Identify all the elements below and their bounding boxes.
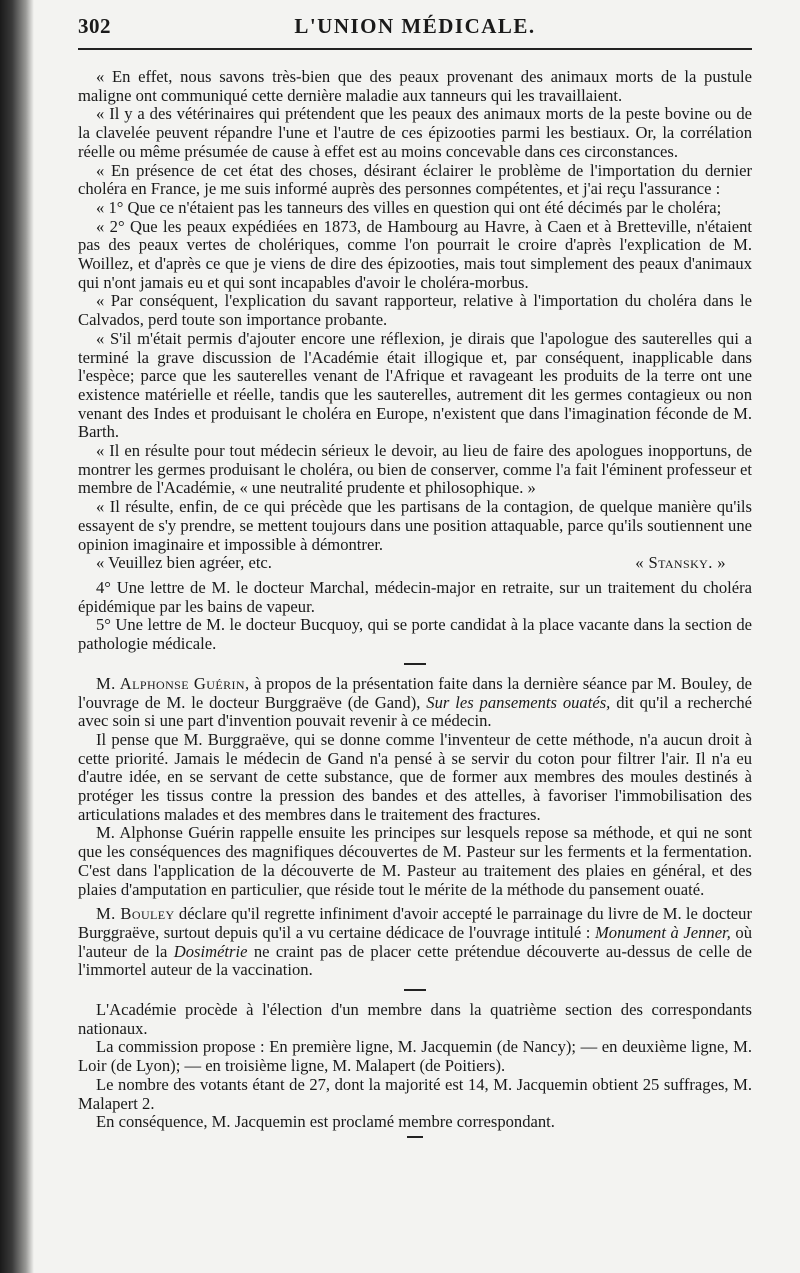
paragraph: M. Alphonse Guérin rappelle ensuite les principes sur lesquels repose sa méthode, et qui ne sont que les conséquences des magnifiques découvertes de M. Pasteur sur les ferments et la fermentation. C'est dans l'application de la découverte de M. Pasteur au traitement des plaies en général, et des plaies d'amputation en particulier, que réside tout le mérite de la méthode du pansement ouaté. [78,823,752,899]
paragraph-text: déclare qu'il regrette infiniment d'avoir accepté le parrainage du livre de M. le docteur Burggraëve, surtout depuis qu'il a vu certaine dédicace de l'ouvrage intitulé : [78,904,752,942]
paragraph: « 2° Que les peaux expédiées en 1873, de Hambourg au Havre, à Caen et à Bretteville, n'étaient pas des peaux vertes de cholériques, comme l'on pourrait le croire d'après l'explication de M. Woillez, et d'après ce que je viens de dire des épizooties, mais tout simplement des peaux d'animaux qui n'ont jamais eu et qui sont incapables d'avoir le choléra-morbus. [78,216,752,292]
paragraph: 5° Une lettre de M. le docteur Bucquoy, qui se porte candidat à la place vacante dans la section de pathologie médicale. [78,615,752,654]
closing-formula: « Veuillez bien agréer, etc. [96,553,272,573]
page-header [78,14,752,50]
paragraph: « En effet, nous savons très-bien que des peaux provenant des animaux morts de la pustule maligne ont communiqué cette dernière maladie aux tanneurs qui les travaillaient. [78,67,752,105]
article-body [78,68,752,1138]
paragraph-text: où l'auteur de la [78,922,752,961]
letter-signature-line [78,554,752,573]
paragraph: 4° Une lettre de M. le docteur Marchal, médecin-major en retraite, sur un traitement du choléra épidémique par les bains de vapeur. [78,577,752,616]
paragraph-text: ne craint pas de placer cette prétendue découverte au-dessus de celle de l'immortel auteur de la vaccination. [78,941,752,980]
section-divider [404,989,426,991]
end-divider [407,1136,423,1138]
paragraph: « 1° Que ce n'étaient pas les tanneurs des villes en question qui ont été décimés par le choléra; [96,197,722,217]
paragraph: Le nombre des votants étant de 27, dont la majorité est 14, M. Jacquemin obtient 25 suffrages, M. Malapert 2. [78,1074,752,1113]
paragraph: L'Académie procède à l'élection d'un membre dans la quatrième section des correspondants nationaux. [78,1000,752,1038]
paragraph [78,905,752,980]
speaker-name: M. Bouley [96,904,175,924]
speaker-name: M. Alphonse Guérin, [96,673,250,693]
paragraph: Il pense que M. Burggraëve, qui se donne comme l'inventeur de cette méthode, n'a aucun droit à cette priorité. Jamais le médecin de Gand n'a pensé à se servir du coton pour filtrer l'air. Il n'a eu d'autre idée, en se servant de cette substance, que de former aux membres des moules destinés à protéger les tissus contre la pression des bandes et des attelles, à favoriser l'immobilisation des articulations malades et des membres dans le traitement des fractures. [78,729,752,824]
page-number: 302 [78,14,111,38]
paragraph-text: à propos de la présentation faite dans la dernière séance par M. Bouley, de l'ouvrage de M. le docteur Burggraëve (de Gand), [78,673,752,712]
paragraph: En conséquence, M. Jacquemin est proclamé membre correspondant. [96,1112,555,1132]
paragraph: « Par conséquent, l'explication du savant rapporteur, relative à l'importation du choléra dans le Calvados, perd toute son importance probante. [78,291,752,330]
signature: « Stansky. » [635,553,726,573]
paragraph: La commission propose : En première ligne, M. Jacquemin (de Nancy); — en deuxième ligne, M. Loir (de Lyon); — en troisième ligne, M. Malapert (de Poitiers). [78,1037,752,1076]
book-title: Dosimétrie [173,941,248,961]
book-title: Monument à Jenner, [594,922,731,942]
running-title: L'UNION MÉDICALE. [294,14,536,38]
paragraph: « En présence de cet état des choses, désirant éclairer le problème de l'importation du dernier choléra en France, je me suis informé auprès des personnes compétentes, et j'ai reçu l'assurance : [78,160,752,199]
paragraph-text: dit qu'il a recherché avec soin si une part d'invention pouvait revenir à ce médecin. [78,692,753,731]
paragraph: « Il résulte, enfin, de ce qui précède que les partisans de la contagion, de quelque manière qu'ils essayent de s'y prendre, se mettent toujours dans une position attaquable, parce qu'ils soutiennent une opinion imaginaire et impossible à démontrer. [78,497,752,554]
section-divider [404,663,426,665]
paragraph: « S'il m'était permis d'ajouter encore une réflexion, je dirais que l'apologue des sauterelles qui a terminé la grave discussion de l'Académie était illogique et, par conséquent, inapplicable dans l'espèce; parce que les sauterelles venant de l'Afrique et ravageant les produits de la terre ont une existence matérielle et réelle, tandis que les sauterelles, autrement dit les germes contagieux ou non venant des Indes et produisant le choléra en Europe, n'existent que dans l'imagination féconde de M. Barth. [78,328,752,442]
paragraph [78,675,752,731]
paragraph: « Il y a des vétérinaires qui prétendent que les peaux des animaux morts de la peste bovine ou de la clavelée peuvent répandre l'une et l'autre de ces épizooties parmi les bestiaux. Or, la corrélation réelle ou même présumée de cause à effet est au moins concevable dans ces circonstances. [78,104,752,161]
paragraph: « Il en résulte pour tout médecin sérieux le devoir, au lieu de faire des apologues inopportuns, de montrer les germes produisant le choléra, ou bien de conserver, comme l'a fait l'éminent professeur et membre de l'Académie, « une neutralité prudente et philosophique. » [78,441,752,498]
book-title: Sur les pansements ouatés, [426,692,611,712]
